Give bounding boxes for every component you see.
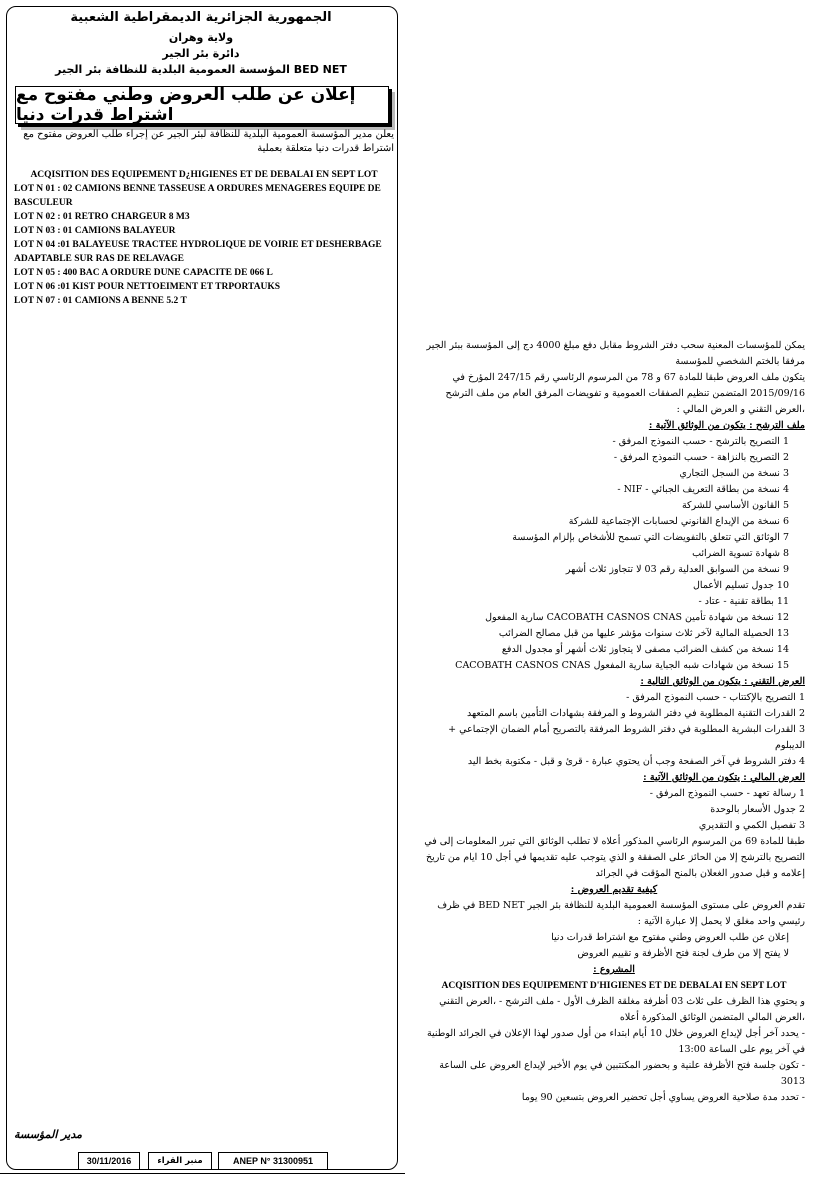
list-item: 1 التصريح بالإكتتاب - حسب النموذج المرفق - (626, 692, 805, 703)
list-item: 14 نسخة من كشف الضرائب مصفى لا يتجاوز ثلاث أشهر أو مجدول الدفع (501, 644, 789, 655)
list-item: 6 نسخة من الإيداع القانوني لحسابات الإجتماعية للشركة (568, 516, 789, 527)
list-item: 13 الحصيلة المالية لآخر ثلاث سنوات مؤشر عليها من قبل مصالح الضرائب (498, 628, 789, 639)
list-item: 7 الوثائق التي تتعلق بالتفويضات التي تسمح للأشخاص بإلزام المؤسسة (512, 532, 789, 543)
section-heading: المشروع : (593, 964, 635, 975)
header-republic: الجمهورية الجزائرية الديمقراطية الشعبية (70, 10, 332, 25)
list-item: 2 جدول الأسعار بالوحدة (710, 804, 805, 815)
list-item: 12 نسخة من شهادة تأمين CACOBATH CASNOS CNAS سارية المفعول (485, 612, 789, 623)
section-heading: العرض المالي : يتكون من الوثائق الآتية : (643, 772, 805, 783)
section-heading: ملف الترشح : يتكون من الوثائق الآتية : (648, 420, 805, 431)
paragraph: طبقا للمادة 69 من المرسوم الرئاسي المذكور أعلاه لا تطلب الوثائق التي تبرر المعلومات إلى في التصريح بالترشح إلا من الحائز على الصفقة و الذي يتوجب عليه تقديمها في أجل 10 ايام من تاريخ إعلامه و قبل صدور الغعلان بالمنح المؤقت في الجرائد (424, 836, 805, 879)
paragraph: إعلان عن طلب العروض وطني مفتوح مع اشتراط قدرات دنيا (551, 932, 789, 943)
signature: مدير المؤسسة (14, 1128, 83, 1141)
body-text (423, 338, 805, 1106)
list-item: 1 التصريح بالترشح - حسب النموذج المرفق - (612, 436, 789, 447)
paragraph: - تحدد مدة صلاحية العروض يساوي أجل تحضير العروض بتسعين 90 يوما (521, 1092, 805, 1103)
section-heading: كيفية تقديم العروض : (570, 884, 658, 895)
paragraph: و يحتوي هذا الظرف على ثلاث 03 أظرفة مغلقة الظرف الأول - ملف الترشح - ،العرض التقني ،العرض المالي المتضمن الوثائق المذكورة أعلاه (439, 996, 805, 1023)
paragraph: تقدم العروض على مستوى المؤسسة العمومية البلدية للنظافة بئر الجير BED NET في ظرف رئيسي واحد مغلق لا يحمل إلا عبارة الآتية : (437, 900, 805, 927)
lot-item: LOT N 02 : 01 RETRO CHARGEUR 8 M3 (14, 212, 190, 222)
paragraph: يتكون ملف العروض طبقا للمادة 67 و 78 من المرسوم الرئاسي رقم 247/15 المؤرخ في 2015/09/16 المتضمن تنظيم الصفقات العمومية و تفويضات المرفق العام من ملف الترشح ،العرض التقني و العرض المالي : (445, 372, 805, 415)
paragraph: - يحدد آخر أجل لإيداع العروض خلال 10 أيام ابتداء من أول صدور لهذا الإعلان في الجرائد الوطنية في آخر يوم على الساعة 13:00 (426, 1028, 805, 1055)
header-daira: دائرة بئر الجير (162, 47, 240, 60)
paragraph: - تكون جلسة فتح الأظرفة علنية و بحضور المكتتبين في يوم الأخير لإيداع العروض على الساعة 3013 (439, 1060, 805, 1087)
lot-item: LOT N 07 : 01 CAMIONS A BENNE 5.2 T (14, 296, 187, 306)
footer-anep: ANEP N° 31300951 (218, 1152, 328, 1170)
list-item: 3 تفصيل الكمي و التقديري (698, 820, 805, 831)
announcement-title: إعلان عن طلب العروض وطني مفتوح مع اشتراط قدرات دنيا (16, 85, 356, 125)
paragraph: لا يفتح إلا من طرف لجنة فتح الأظرفة و تقييم العروض (577, 948, 789, 959)
list-item: 9 نسخة من السوابق العدلية رقم 03 لا تتجاوز ثلاث أشهر (565, 564, 789, 575)
list-item: 4 نسخة من بطاقة التعريف الجبائي - NIF - (617, 484, 789, 495)
french-lots (14, 168, 394, 308)
footer-date: 30/11/2016 (78, 1152, 140, 1170)
list-item: 11 بطاقة تقنية - عتاد - (698, 596, 789, 607)
header-institution: المؤسسة العمومية البلدية للنظافة بئر الجير BED NET (55, 63, 347, 76)
lot-item: LOT N 01 : 02 CAMIONS BENNE TASSEUSE A ORDURES MENAGERES EQUIPE DE BASCULEUR (14, 184, 381, 208)
list-item: 2 القدرات التقنية المطلوبة في دفتر الشروط و المرفقة بشهادات التأمين باسم المتعهد (466, 708, 805, 719)
footer-source: منبر القراء (148, 1152, 212, 1170)
paragraph: يمكن للمؤسسات المعنية سحب دفتر الشروط مقابل دفع مبلغ 4000 دج إلى المؤسسة ببئر الجير مرفقا بالختم الشخصي للمؤسسة (426, 340, 805, 367)
lot-item: LOT N 05 : 400 BAC A ORDURE DUNE CAPACITE DE 066 L (14, 268, 273, 278)
list-item: 8 شهادة تسوية الضرائب (692, 548, 789, 559)
list-item: 3 القدرات البشرية المطلوبة في دفتر الشروط المرفقة بالتصريح أمام الضمان الإجتماعي + الديبلوم (448, 724, 805, 751)
announcement-title-box (15, 86, 389, 124)
header-wilaya: ولاية وهران (168, 31, 234, 44)
intro-paragraph: يعلن مدير المؤسسة العمومية البلدية للنظافة لبئر الجير عن إجراء طلب العروض مفتوح مع اشتراط قدرات دنيا متعلقة بعملية (23, 129, 394, 154)
section-heading: العرض التقني : يتكون من الوثائق التالية : (640, 676, 805, 687)
bottom-rule (0, 1173, 405, 1174)
lot-item: LOT N 04 :01 BALAYEUSE TRACTEE HYDROLIQUE DE VOIRIE ET DESHERBAGE ADAPTABLE SUR RAS DE RELAVAGE (14, 240, 382, 264)
list-item: 15 نسخة من شهادات شبه الجباية سارية المفعول CACOBATH CASNOS CNAS (455, 660, 789, 671)
list-item: 5 القانون الأساسي للشركة (681, 500, 789, 511)
lot-item: LOT N 06 :01 KIST POUR NETTOEIMENT ET TRPORTAUKS (14, 282, 281, 292)
list-item: 4 دفتر الشروط في آخر الصفحة وجب أن يحتوي عبارة - قرئ و قبل - مكتوبة بخط اليد (467, 756, 805, 767)
list-item: 3 نسخة من السجل التجاري (679, 468, 789, 479)
project-heading: ACQISITION DES EQUIPEMENT D¿HIGIENES ET DE DEBALAI EN SEPT LOT (30, 170, 378, 180)
list-item: 1 رسالة تعهد - حسب النموذج المرفق - (649, 788, 805, 799)
list-item: 2 التصريح بالنزاهة - حسب النموذج المرفق - (613, 452, 789, 463)
lot-item: LOT N 03 : 01 CAMIONS BALAYEUR (14, 226, 176, 236)
list-item: 10 جدول تسليم الأعمال (693, 580, 789, 591)
project-title: ACQISITION DES EQUIPEMENT D'HIGIENES ET DE DEBALAI EN SEPT LOT (441, 981, 787, 991)
